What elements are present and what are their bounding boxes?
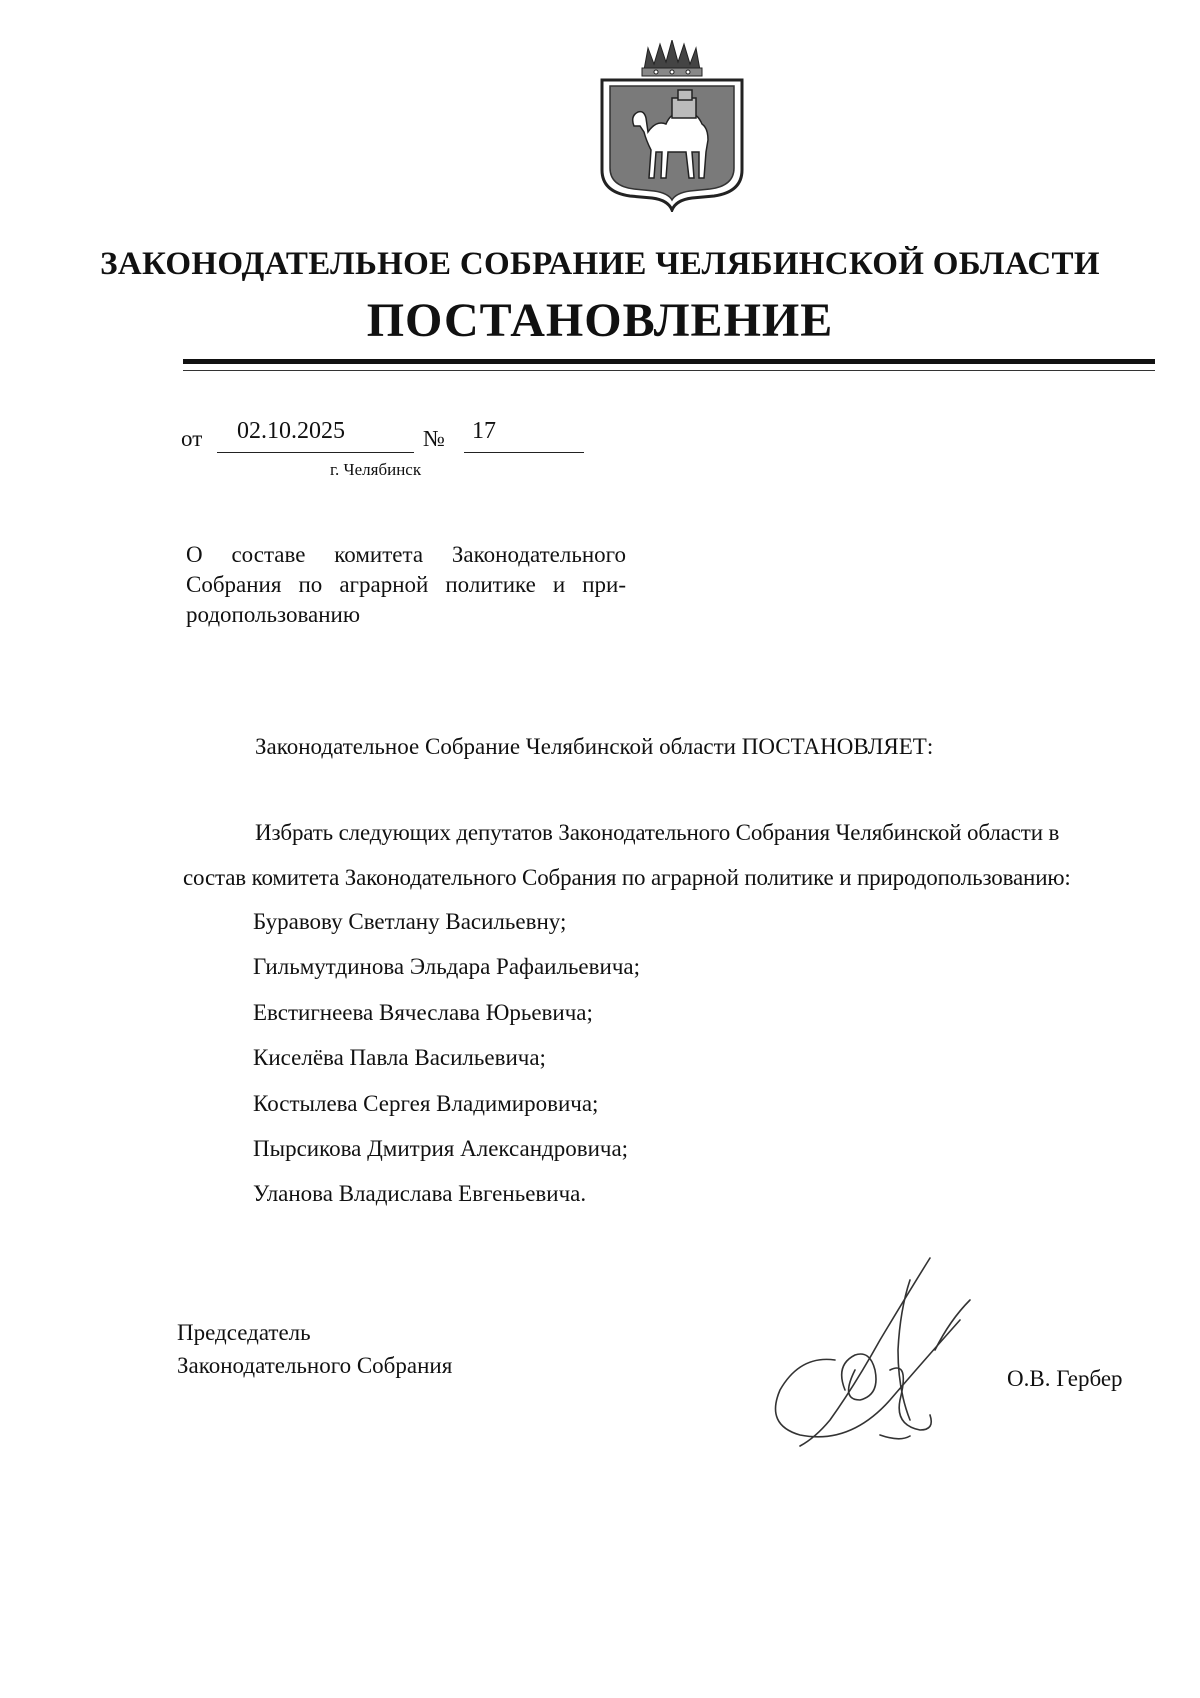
coat-of-arms-icon [596, 40, 748, 212]
subject-line: О составе комитета Законодательного [186, 542, 626, 567]
subject-line: родопользованию [186, 602, 361, 627]
list-item: Уланова Владислава Евгеньевича. [253, 1181, 587, 1207]
date-label: от [181, 426, 203, 451]
list-item: Евстигнеева Вячеслава Юрьевича; [253, 999, 593, 1025]
header-divider-thin [183, 370, 1155, 371]
document-number: 17 [472, 418, 496, 444]
list-item: Костылева Сергея Владимировича; [253, 1090, 599, 1116]
list-item: Буравову Светлану Васильевну; [253, 909, 567, 934]
list-item: Киселёва Павла Васильевича; [253, 1045, 546, 1071]
header-divider-thick [183, 359, 1155, 364]
resolution-preamble: Законодательное Собрание Челябинской области ПОСТАНОВЛЯЕТ: [255, 734, 934, 759]
signer-title-line: Председатель [177, 1320, 311, 1345]
list-item: Пырсикова Дмитрия Александровича; [253, 1135, 629, 1161]
organization-name: ЗАКОНОДАТЕЛЬНОЕ СОБРАНИЕ ЧЕЛЯБИНСКОЙ ОБЛАСТИ [100, 246, 1100, 282]
document-type-title: ПОСТАНОВЛЕНИЕ [366, 294, 834, 347]
signer-name: О.В. Гербер [1007, 1366, 1123, 1391]
document-subject [186, 540, 626, 630]
handwritten-signature-icon [760, 1250, 1000, 1460]
resolution-paragraph-line: состав комитета Законодательного Собрания по аграрной политике и природопользованию: [183, 865, 1071, 890]
list-item: Гильмутдинова Эльдара Рафаильевича; [253, 954, 640, 980]
deputies-list [253, 909, 640, 1227]
number-underline [464, 452, 584, 453]
document-date: 02.10.2025 [237, 418, 345, 444]
signer-title-line: Законодательного Собрания [177, 1353, 453, 1378]
date-underline [217, 452, 414, 453]
city-label: г. Челябинск [330, 460, 422, 479]
subject-line: Собрания по аграрной политике и при- [186, 572, 626, 597]
resolution-paragraph-line: Избрать следующих депутатов Законодательного Собрания Челябинской области в [255, 820, 1060, 845]
number-label: № [423, 426, 445, 451]
